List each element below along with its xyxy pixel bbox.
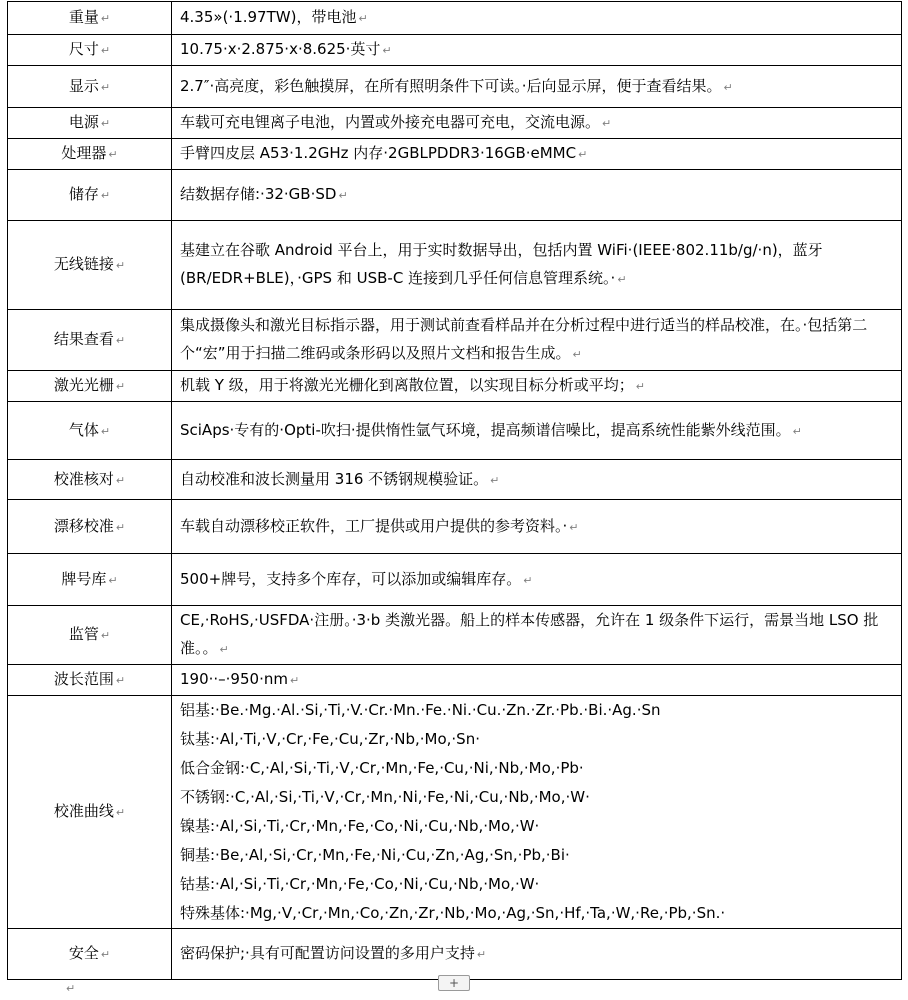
paragraph-mark-icon: ↵	[108, 148, 118, 161]
paragraph-mark-icon: ↵	[572, 348, 582, 361]
spec-row	[8, 221, 902, 310]
paragraph-mark-icon: ↵	[100, 44, 111, 57]
spec-row	[8, 170, 902, 221]
spec-label-cell[interactable]	[8, 665, 172, 696]
spec-value-cell[interactable]	[172, 460, 902, 500]
spec-row	[8, 35, 902, 66]
calibration-curve-line	[180, 870, 893, 899]
paragraph-mark-icon: ↵	[476, 948, 487, 961]
spec-row	[8, 66, 902, 108]
calibration-curve-line	[180, 754, 893, 783]
spec-label: 安全	[68, 944, 99, 962]
spec-value: 机载 Y 级，用于将激光光栅化到离散位置，以实现目标分析或平均；	[180, 376, 634, 394]
spec-row	[8, 460, 902, 500]
spec-label-cell[interactable]	[8, 108, 172, 139]
paragraph-mark-icon: ↵	[100, 117, 111, 130]
spec-label-cell[interactable]	[8, 2, 172, 35]
spec-label-cell[interactable]	[8, 402, 172, 460]
spec-value-cell[interactable]	[172, 929, 902, 980]
paragraph-mark-icon: ↵	[578, 148, 588, 161]
paragraph-mark-icon: ↵	[382, 44, 392, 57]
spec-value: 车载可充电锂离子电池，内置或外接充电器可充电，交流电源。	[180, 113, 601, 131]
spec-value-cell[interactable]	[172, 2, 902, 35]
calibration-curve-text: 特殊基体:·Mg,·V,·Cr,·Mn,·Co,·Zn,·Zr,·Nb,·Mo,·Ag,·Sn,·Hf,·Ta,·W,·Re,·Pb,·Sn.·	[180, 904, 726, 922]
paragraph-mark-icon: ↵	[100, 189, 111, 202]
spec-value: 10.75·x·2.875·x·8.625·英寸	[180, 40, 381, 58]
calibration-curve-text: 钛基:·Al,·Ti,·V,·Cr,·Fe,·Cu,·Zr,·Nb,·Mo,·Sn·	[180, 730, 480, 748]
spec-label-cell[interactable]	[8, 554, 172, 606]
paragraph-mark-icon: ↵	[66, 982, 76, 995]
spec-row	[8, 2, 902, 35]
calibration-curve-text: 铜基:·Be,·Al,·Si,·Cr,·Mn,·Fe,·Ni,·Cu,·Zn,·Ag,·Sn,·Pb,·Bi·	[180, 846, 570, 864]
paragraph-mark-icon: ↵	[338, 189, 348, 202]
spec-value-cell[interactable]	[172, 310, 902, 371]
spec-row	[8, 606, 902, 665]
spec-value-cell[interactable]	[172, 371, 902, 402]
spec-value: 集成摄像头和激光目标指示器，用于测试前查看样品并在分析过程中进行适当的样品校准，在。·包括第二个“宏”用于扫描二维码或条形码以及照片文档和报告生成。	[180, 316, 868, 362]
spec-label-cell[interactable]	[8, 696, 172, 929]
spec-value-cell[interactable]	[172, 606, 902, 665]
spec-row	[8, 554, 902, 606]
spec-label: 校准核对	[53, 469, 114, 488]
paragraph-mark-icon: ↵	[100, 629, 111, 642]
spec-label-cell[interactable]	[8, 170, 172, 221]
spec-label: 监管	[68, 625, 99, 643]
spec-value-cell[interactable]	[172, 696, 902, 929]
calibration-curve-line	[180, 696, 893, 725]
calibration-curve-line	[180, 783, 893, 812]
spec-label-cell[interactable]	[8, 500, 172, 554]
spec-value: 190··–·950·nm	[180, 670, 288, 688]
paragraph-mark-icon: ↵	[115, 259, 126, 272]
spec-label-cell[interactable]	[8, 929, 172, 980]
spec-label: 无线链接	[53, 255, 114, 273]
table-add-row-button[interactable]: +	[438, 975, 470, 991]
paragraph-mark-icon: ↵	[617, 273, 627, 286]
calibration-curve-text: 镍基:·Al,·Si,·Ti,·Cr,·Mn,·Fe,·Co,·Ni,·Cu,·Nb,·Mo,·W·	[180, 817, 540, 835]
paragraph-mark-icon: ↵	[602, 117, 612, 130]
paragraph-mark-icon: ↵	[115, 520, 126, 534]
spec-label: 重量	[68, 8, 99, 26]
paragraph-mark-icon: ↵	[358, 12, 368, 25]
spec-label-cell[interactable]	[8, 606, 172, 665]
spec-value-cell[interactable]	[172, 554, 902, 606]
spec-label: 储存	[68, 185, 99, 203]
spec-label: 漂移校准	[53, 516, 114, 535]
spec-row	[8, 696, 902, 929]
spec-value: 结数据存储:·32·GB·SD	[180, 185, 337, 203]
spec-label: 显示	[68, 76, 99, 95]
spec-label: 处理器	[61, 144, 107, 162]
spec-row	[8, 402, 902, 460]
paragraph-mark-icon: ↵	[100, 80, 111, 94]
spec-value: 密码保护;·具有可配置访问设置的多用户支持	[180, 944, 475, 962]
paragraph-mark-icon: ↵	[115, 334, 126, 347]
spec-value-cell[interactable]	[172, 170, 902, 221]
spec-label-cell[interactable]	[8, 371, 172, 402]
spec-value-cell[interactable]	[172, 66, 902, 108]
spec-value-cell[interactable]	[172, 665, 902, 696]
spec-label: 尺寸	[68, 40, 99, 58]
paragraph-mark-icon: ↵	[100, 424, 111, 438]
spec-row	[8, 500, 902, 554]
spec-value: 基建立在谷歌 Android 平台上，用于实时数据导出，包括内置 WiFi·(IEEE·802.11b/g/·n)，蓝牙(BR/EDR+BLE)，·GPS 和 USB-C 连接到几乎任何信息管理系统。·	[180, 241, 823, 287]
spec-value-cell[interactable]	[172, 35, 902, 66]
paragraph-mark-icon: ↵	[490, 473, 500, 487]
paragraph-mark-icon: ↵	[219, 643, 229, 656]
paragraph-mark-icon: ↵	[569, 520, 579, 534]
spec-value: 自动校准和波长测量用 316 不锈钢规模验证。	[180, 469, 489, 488]
spec-label-cell[interactable]	[8, 35, 172, 66]
spec-row	[8, 665, 902, 696]
spec-label: 波长范围	[53, 670, 114, 688]
calibration-curve-text: 低合金钢:·C,·Al,·Si,·Ti,·V,·Cr,·Mn,·Fe,·Cu,·Ni,·Nb,·Mo,·Pb·	[180, 759, 584, 777]
calibration-curve-line	[180, 725, 893, 754]
spec-value: 500+牌号，支持多个库存，可以添加或编辑库存。	[180, 569, 522, 588]
spec-label: 牌号库	[61, 569, 107, 588]
calibration-curve-text: 铝基:·Be.·Mg.·Al.·Si,·Ti,·V.·Cr.·Mn.·Fe.·Ni.·Cu.·Zn.·Zr.·Pb.·Bi.·Ag.·Sn	[180, 701, 661, 719]
paragraph-mark-icon: ↵	[115, 473, 126, 487]
spec-label: 结果查看	[53, 330, 114, 348]
paragraph-mark-icon: ↵	[635, 380, 645, 393]
spec-value: 4.35»(·1.97TW)，带电池	[180, 8, 357, 26]
paragraph-mark-icon: ↵	[115, 674, 126, 687]
calibration-curve-line	[180, 899, 893, 928]
paragraph-mark-icon: ↵	[792, 424, 802, 438]
paragraph-mark-icon: ↵	[115, 806, 126, 819]
spec-value: 车载自动漂移校正软件，工厂提供或用户提供的参考资料。·	[180, 516, 568, 535]
spec-row	[8, 929, 902, 980]
spec-value-cell[interactable]	[172, 139, 902, 170]
spec-row	[8, 371, 902, 402]
spec-label-cell[interactable]	[8, 66, 172, 108]
spec-row	[8, 139, 902, 170]
spec-table-body	[8, 2, 902, 980]
spec-value: SciAps·专有的·Opti-吹扫·提供惰性氩气环境，提高频谱信噪比，提高系统性能紫外线范围。	[180, 420, 791, 439]
calibration-curve-line	[180, 812, 893, 841]
paragraph-mark-icon: ↵	[523, 573, 533, 587]
calibration-curve-line	[180, 841, 893, 870]
spec-label: 校准曲线	[53, 802, 114, 820]
spec-label-cell[interactable]	[8, 139, 172, 170]
spec-label-cell[interactable]	[8, 221, 172, 310]
paragraph-mark-icon: ↵	[108, 573, 118, 587]
calibration-curve-text: 不锈钢:·C,·Al,·Si,·Ti,·V,·Cr,·Mn,·Ni,·Fe,·Ni,·Cu,·Nb,·Mo,·W·	[180, 788, 590, 806]
calibration-curve-text: 钴基:·Al,·Si,·Ti,·Cr,·Mn,·Fe,·Co,·Ni,·Cu,·Nb,·Mo,·W·	[180, 875, 540, 893]
spec-value-cell[interactable]	[172, 221, 902, 310]
spec-label-cell[interactable]	[8, 310, 172, 371]
spec-value: 手臂四皮层 A53·1.2GHz 内存·2GBLPDDR3·16GB·eMMC	[180, 144, 577, 162]
paragraph-mark-icon: ↵	[115, 380, 126, 393]
spec-value-cell[interactable]	[172, 108, 902, 139]
spec-value: 2.7″·高亮度，彩色触摸屏，在所有照明条件下可读。·后向显示屏，便于查看结果。	[180, 76, 722, 95]
paragraph-mark-icon: ↵	[723, 80, 733, 94]
spec-table	[7, 1, 902, 980]
spec-label-cell[interactable]	[8, 460, 172, 500]
spec-label: 激光光栅	[53, 376, 114, 394]
paragraph-mark-icon: ↵	[100, 12, 111, 25]
paragraph-mark-icon: ↵	[100, 948, 111, 961]
spec-value-cell[interactable]	[172, 500, 902, 554]
spec-value: CE,·RoHS,·USFDA·注册。·3·b 类激光器。船上的样本传感器，允许在 1 级条件下运行，需景当地 LSO 批准。。	[180, 611, 879, 657]
spec-value-cell[interactable]	[172, 402, 902, 460]
spec-label: 电源	[68, 113, 99, 131]
spec-row	[8, 108, 902, 139]
spec-label: 气体	[68, 420, 99, 439]
spec-row	[8, 310, 902, 371]
paragraph-mark-icon: ↵	[289, 674, 300, 687]
